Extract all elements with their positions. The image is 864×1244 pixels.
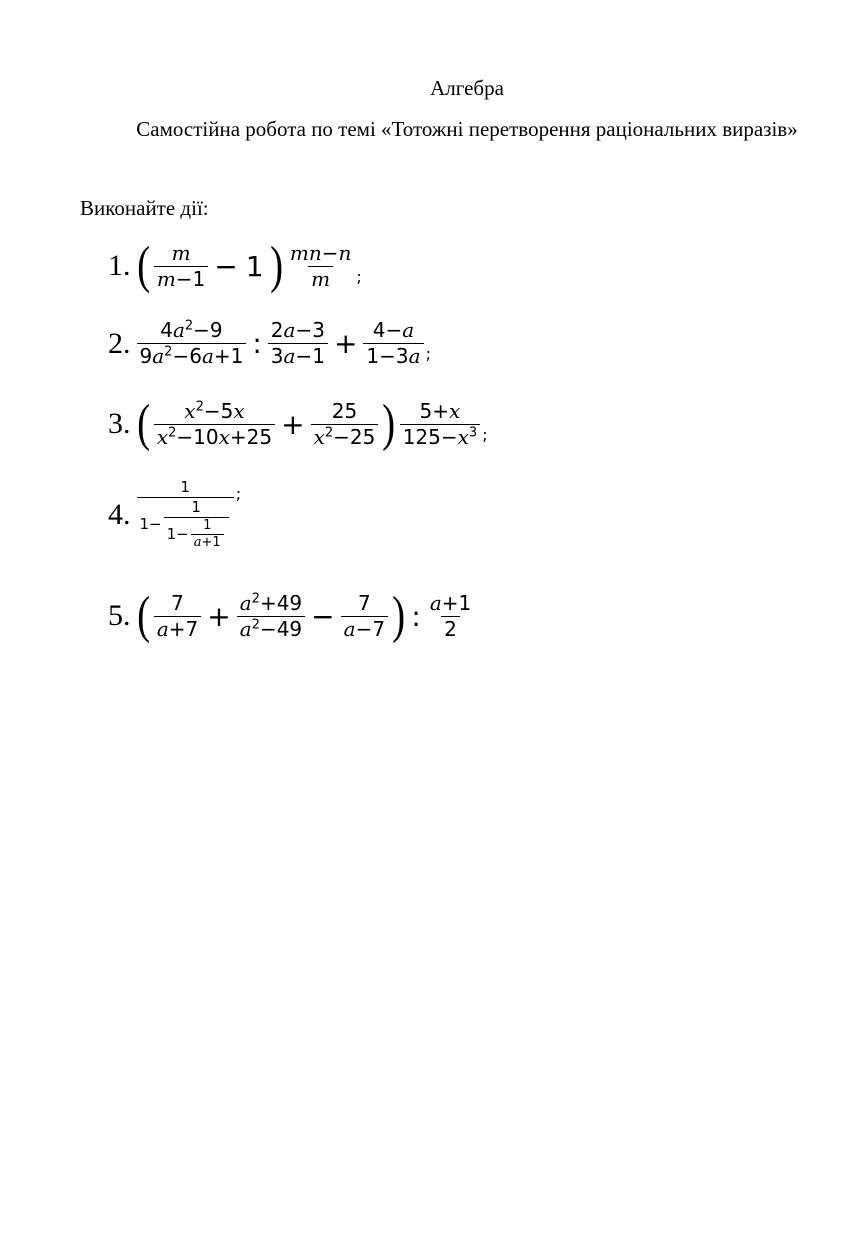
close-paren: ) [392, 587, 406, 644]
task-number: 1. [108, 249, 131, 282]
subject-title: Алгебра [430, 76, 504, 100]
worksheet-title: Самостійна робота по темі «Тотожні перетворення раціональних виразів» [136, 117, 798, 141]
plus-operator: + [333, 327, 358, 360]
open-paren: ( [136, 237, 150, 294]
task-number: 4. [108, 497, 131, 531]
fraction: $\frac{25}{x^2-25}$ [311, 399, 379, 450]
fraction: $\frac{7}{a-7}$ [341, 591, 388, 642]
task-number: 2. [108, 326, 131, 360]
semicolon: ; [425, 344, 431, 363]
close-paren: ) [269, 237, 283, 294]
fraction: $\frac{m}{m-1}$ [154, 241, 208, 292]
task-5 [108, 587, 476, 644]
continued-fraction: 1 1− 1 1− $\frac{1}{a+1}$ [137, 478, 234, 551]
fraction: $\frac{a^2+49}{a^2-49}$ [237, 591, 305, 642]
fraction: $\frac{4-a}{1-3a}$ [363, 318, 423, 369]
plus-operator: + [207, 599, 231, 633]
divide-operator: : [252, 327, 262, 360]
open-paren: ( [136, 587, 150, 644]
divide-operator: : [411, 599, 421, 633]
semicolon: ; [356, 267, 362, 286]
fraction: $\frac{a+1}{2}$ [429, 590, 472, 641]
fraction: $\frac{1}{a+1}$ [191, 518, 224, 552]
open-paren: ( [136, 395, 150, 452]
fraction: $\frac{mn-n}{m}$ [289, 240, 352, 291]
task-3 [108, 395, 488, 452]
minus-operator: − [311, 599, 335, 633]
task-2 [108, 318, 431, 369]
task-4 [108, 478, 241, 551]
fraction: $\frac{7}{a+7}$ [154, 591, 201, 642]
plus-operator: + [281, 407, 305, 441]
instruction-text: Виконайте дії: [80, 196, 209, 220]
semicolon: ; [235, 484, 242, 503]
task-1 [108, 237, 362, 294]
task-number: 3. [108, 407, 131, 440]
minus-operator: − [214, 249, 238, 283]
fraction: $\frac{5+x}{125-x^3}$ [400, 399, 481, 450]
semicolon: ; [482, 425, 488, 444]
fraction: $\frac{2a-3}{3a-1}$ [268, 318, 328, 369]
fraction: 1 1− $\frac{1}{a+1}$ [164, 498, 229, 551]
fraction: $\frac{4a^2-9}{9a^2-6a+1}$ [137, 318, 247, 369]
close-paren: ) [382, 395, 396, 452]
fraction: $\frac{x^2-5x}{x^2-10x+25}$ [154, 399, 275, 450]
task-number: 5. [108, 599, 131, 632]
constant: 1 [245, 249, 264, 283]
